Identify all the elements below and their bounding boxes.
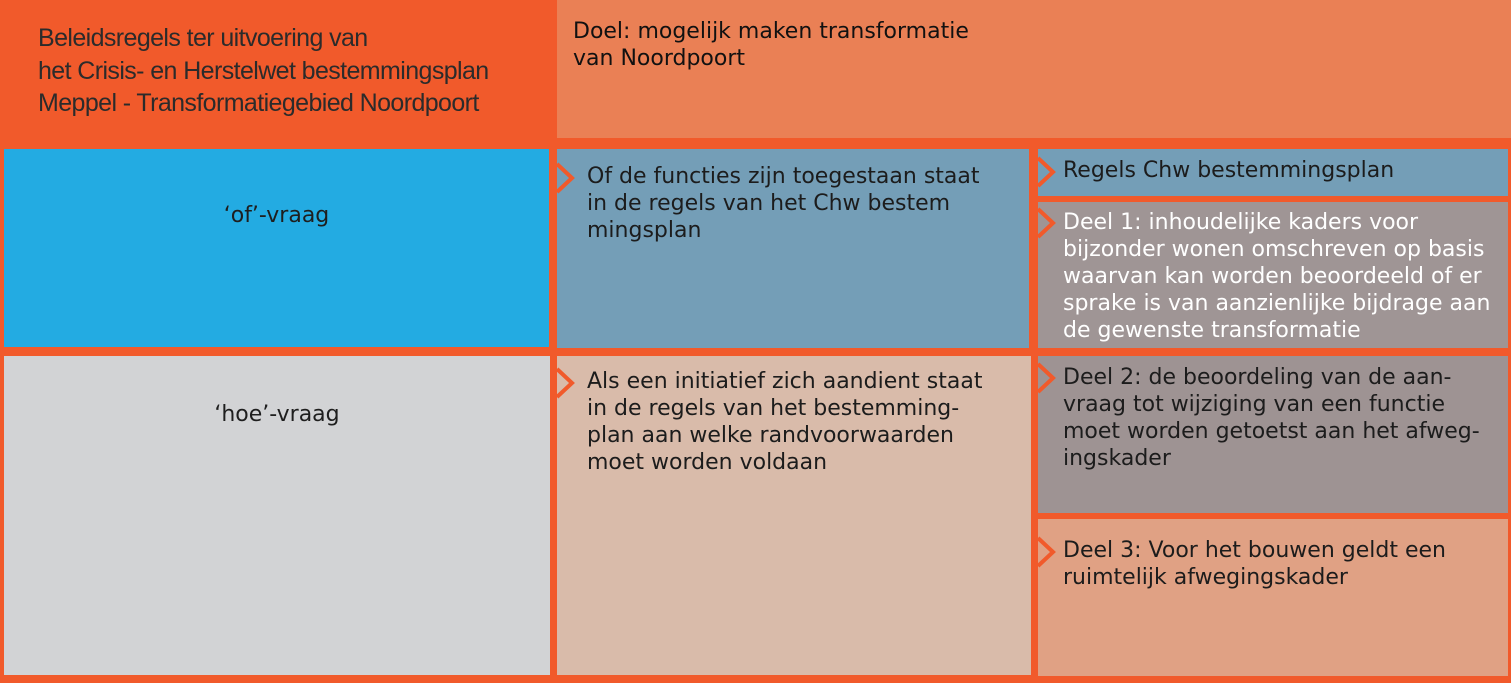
title-text	[38, 22, 489, 120]
deel2-box	[1038, 356, 1508, 513]
text-line: ingskader	[1063, 446, 1171, 471]
title-line: Beleidsregels ter uitvoering van	[38, 24, 368, 52]
text-line: de gewenste transformatie	[1063, 318, 1361, 343]
of-question-box	[4, 149, 549, 347]
hoe-description-text	[587, 368, 982, 476]
deel2-text	[1063, 364, 1480, 472]
text-line: Regels Chw bestemmingsplan	[1063, 158, 1395, 183]
of-question-label: ‘of’-vraag	[223, 203, 330, 228]
hoe-question-box	[4, 356, 550, 675]
text-line: Deel 3: Voor het bouwen geldt een	[1063, 538, 1446, 563]
title-line: het Crisis- en Herstelwet bestemmingsplan	[38, 56, 489, 85]
text-line: Of de functies zijn toegestaan staat	[587, 164, 980, 189]
text-line: Deel 2: de beoordeling van de aan-	[1063, 365, 1452, 390]
text-line: waarvan kan worden beoordeeld of er	[1063, 264, 1482, 289]
chevron-right-icon	[1036, 155, 1056, 189]
deel3-text	[1063, 537, 1446, 591]
text-line: plan aan welke randvoorwaarden	[587, 423, 954, 448]
text-line: bijzonder wonen omschreven op basis	[1063, 237, 1485, 262]
chevron-right-icon	[555, 366, 575, 400]
text-line: in de regels van het bestemming-	[587, 396, 960, 421]
chevron-right-icon	[555, 161, 575, 195]
hoe-question-label: ‘hoe’-vraag	[214, 402, 340, 427]
chevron-right-icon	[1036, 361, 1056, 395]
chevron-right-icon	[1036, 206, 1056, 240]
goal-text	[573, 18, 969, 72]
title-block	[0, 0, 556, 145]
title-line: Meppel - Transformatiegebied Noordpoort	[38, 89, 479, 117]
text-line: mingsplan	[587, 218, 702, 243]
chevron-right-icon	[1036, 535, 1056, 569]
deel1-text	[1063, 209, 1490, 344]
deel3-box	[1038, 519, 1508, 676]
text-line: ruimtelijk afwegingskader	[1063, 565, 1348, 590]
text-line: moet worden getoetst aan het afweg-	[1063, 419, 1480, 444]
chw-rules-box	[1038, 149, 1508, 196]
text-line: sprake is van aanzienlijke bijdrage aan	[1063, 291, 1491, 316]
goal-line: Doel: mogelijk maken transformatie	[573, 19, 969, 44]
text-line: Als een initiatief zich aandient staat	[587, 369, 983, 394]
of-description-text	[587, 163, 980, 244]
of-description-box	[557, 149, 1029, 348]
hoe-description-box	[557, 356, 1031, 675]
text-line: moet worden voldaan	[587, 450, 828, 475]
goal-block	[557, 0, 1511, 138]
chw-rules-text	[1063, 157, 1394, 184]
deel1-box	[1038, 202, 1508, 348]
text-line: vraag tot wijziging van een functie	[1063, 392, 1445, 417]
text-line: Deel 1: inhoudelijke kaders voor	[1063, 210, 1419, 235]
goal-line: van Noordpoort	[573, 46, 745, 71]
text-line: in de regels van het Chw bestem	[587, 191, 951, 216]
